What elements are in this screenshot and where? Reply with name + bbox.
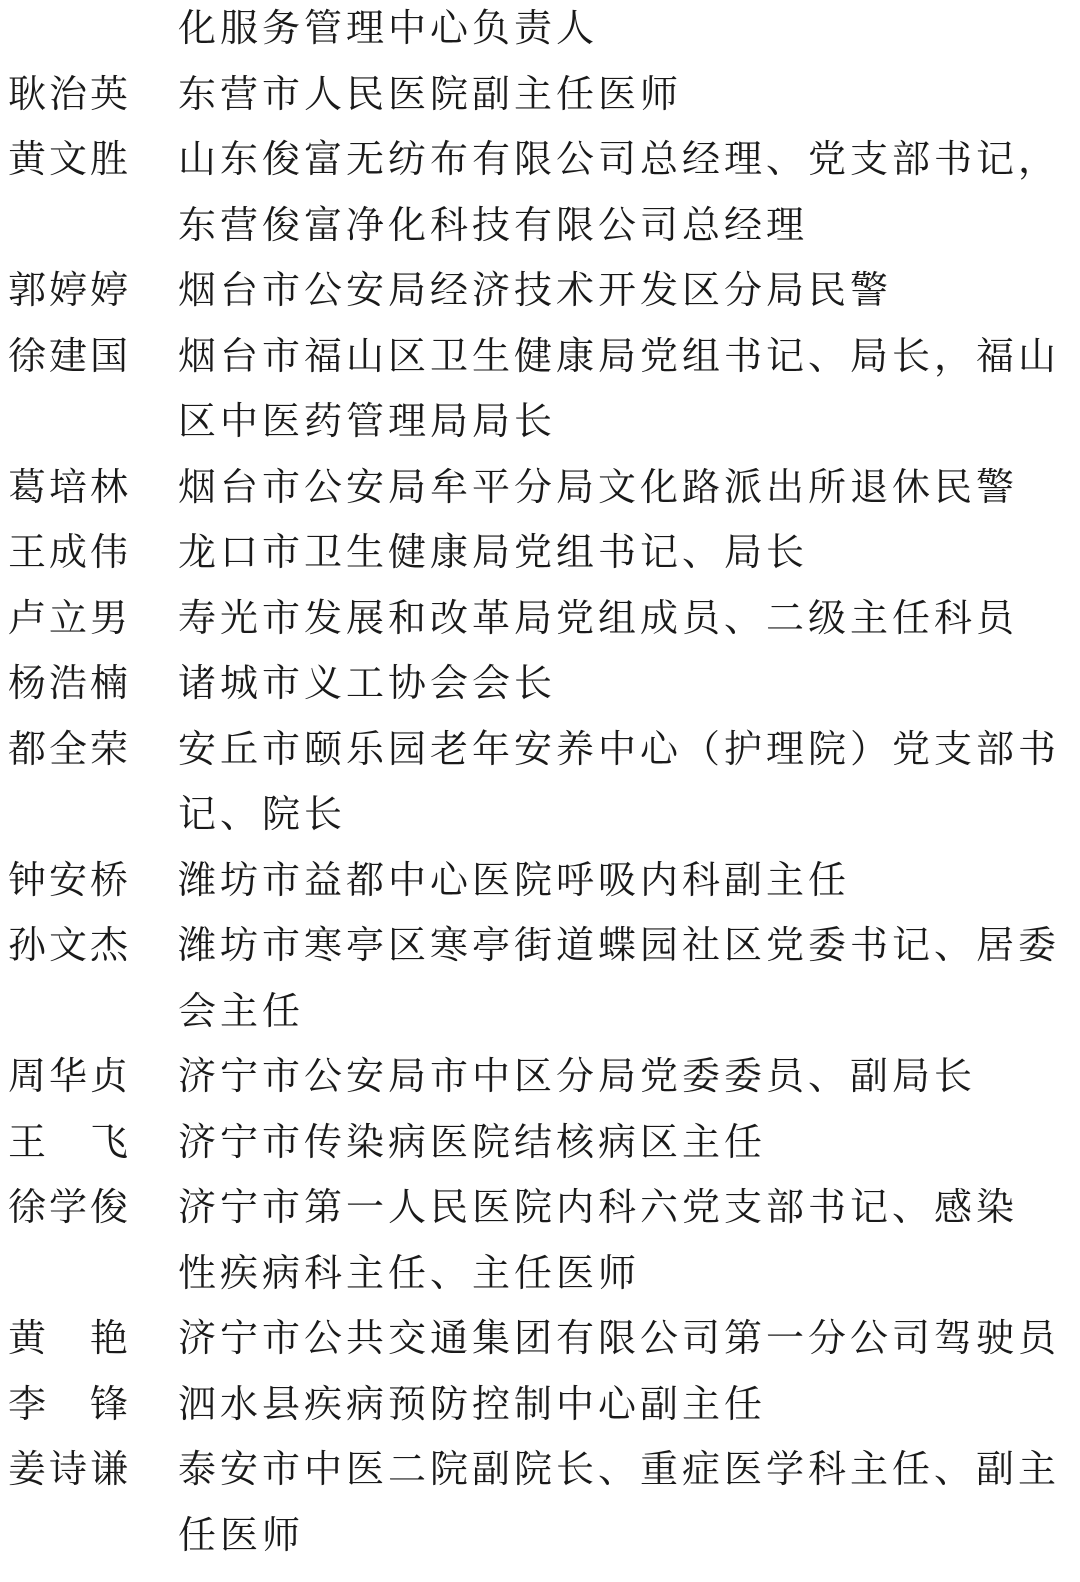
list-item [0, 586, 1080, 652]
list-item [0, 1306, 1080, 1372]
person-name: 徐学俊 [8, 1185, 128, 1229]
person-name: 姜诗谦 [8, 1447, 128, 1491]
title-line: 诸城市义工协会会长 [178, 661, 557, 705]
title-line: 烟台市福山区卫生健康局党组书记、局长，福山 [178, 333, 1061, 378]
person-name: 杨浩楠 [8, 661, 128, 705]
title-line: 泗水县疾病预防控制中心副主任 [178, 1381, 767, 1426]
person-name: 葛培林 [8, 464, 128, 509]
person-name: 耿治英 [8, 71, 128, 116]
person-name: 徐建国 [8, 333, 128, 378]
person-name: 郭婷婷 [8, 268, 128, 312]
list-item [0, 1110, 1080, 1176]
person-name: 都全荣 [8, 726, 128, 771]
list-item [0, 455, 1080, 521]
person-title [178, 1372, 1080, 1438]
title-line: 山东俊富无纺布有限公司总经理、党支部书记， [178, 137, 1061, 181]
title-line: 泰安市中医二院副院长、重症医学科主任、副主 [178, 1447, 1061, 1491]
title-line: 东营市人民医院副主任医师 [178, 71, 683, 116]
person-name: 王成伟 [8, 530, 128, 574]
title-line: 潍坊市益都中心医院呼吸内科副主任 [178, 857, 851, 902]
title-line: 性疾病科主任、主任医师 [178, 1250, 641, 1295]
person-name: 黄文胜 [8, 137, 128, 181]
person-title [178, 520, 1080, 586]
list-item [0, 520, 1080, 586]
person-title [178, 913, 1080, 1044]
list-item [0, 127, 1080, 258]
title-line: 区中医药管理局局长 [178, 399, 557, 443]
list-item [0, 848, 1080, 914]
title-line: 化服务管理中心负责人 [178, 6, 599, 50]
list-item [0, 651, 1080, 717]
person-title [178, 62, 1080, 128]
list-item [0, 1437, 1080, 1568]
title-line: 潍坊市寒亭区寒亭街道蝶园社区党委书记、居委 [178, 923, 1061, 967]
person-name: 黄 艳 [8, 1316, 128, 1360]
person-name: 王 飞 [8, 1119, 128, 1164]
list-item [0, 1044, 1080, 1110]
person-name [8, 0, 128, 62]
person-title [178, 1175, 1080, 1306]
person-name: 孙文杰 [8, 923, 128, 967]
title-line: 东营俊富净化科技有限公司总经理 [178, 202, 809, 247]
title-line: 济宁市公共交通集团有限公司第一分公司驾驶员 [178, 1316, 1061, 1360]
person-title [178, 1437, 1080, 1568]
person-title [178, 1306, 1080, 1372]
person-name: 周华贞 [8, 1054, 128, 1098]
title-line: 记、院长 [178, 792, 347, 836]
title-line: 济宁市第一人民医院内科六党支部书记、感染 [178, 1185, 1019, 1229]
title-line: 烟台市公安局牟平分局文化路派出所退休民警 [178, 464, 1019, 509]
list-item [0, 913, 1080, 1044]
list-item [0, 1372, 1080, 1438]
person-name: 卢立男 [8, 595, 128, 640]
title-line: 寿光市发展和改革局党组成员、二级主任科员 [178, 595, 1019, 640]
list-item [0, 324, 1080, 455]
person-title [178, 848, 1080, 914]
title-line: 安丘市颐乐园老年安养中心（护理院）党支部书 [178, 726, 1061, 771]
list-item [0, 0, 1080, 62]
title-line: 济宁市公安局市中区分局党委委员、副局长 [178, 1054, 977, 1098]
person-title [178, 586, 1080, 652]
list-item [0, 62, 1080, 128]
title-line: 烟台市公安局经济技术开发区分局民警 [178, 268, 893, 312]
person-title [178, 258, 1080, 324]
person-title [178, 127, 1080, 258]
title-line: 龙口市卫生健康局党组书记、局长 [178, 530, 809, 574]
list-item [0, 1175, 1080, 1306]
person-title [178, 455, 1080, 521]
person-title [178, 651, 1080, 717]
person-title [178, 717, 1080, 848]
person-title [178, 324, 1080, 455]
person-title [178, 1110, 1080, 1176]
person-title [178, 1044, 1080, 1110]
person-name: 李 锋 [8, 1381, 128, 1426]
title-line: 任医师 [178, 1512, 305, 1557]
title-line: 会主任 [178, 988, 305, 1033]
person-title [178, 0, 1080, 62]
list-item [0, 258, 1080, 324]
title-line: 济宁市传染病医院结核病区主任 [178, 1119, 767, 1164]
person-name: 钟安桥 [8, 857, 128, 902]
list-item [0, 717, 1080, 848]
